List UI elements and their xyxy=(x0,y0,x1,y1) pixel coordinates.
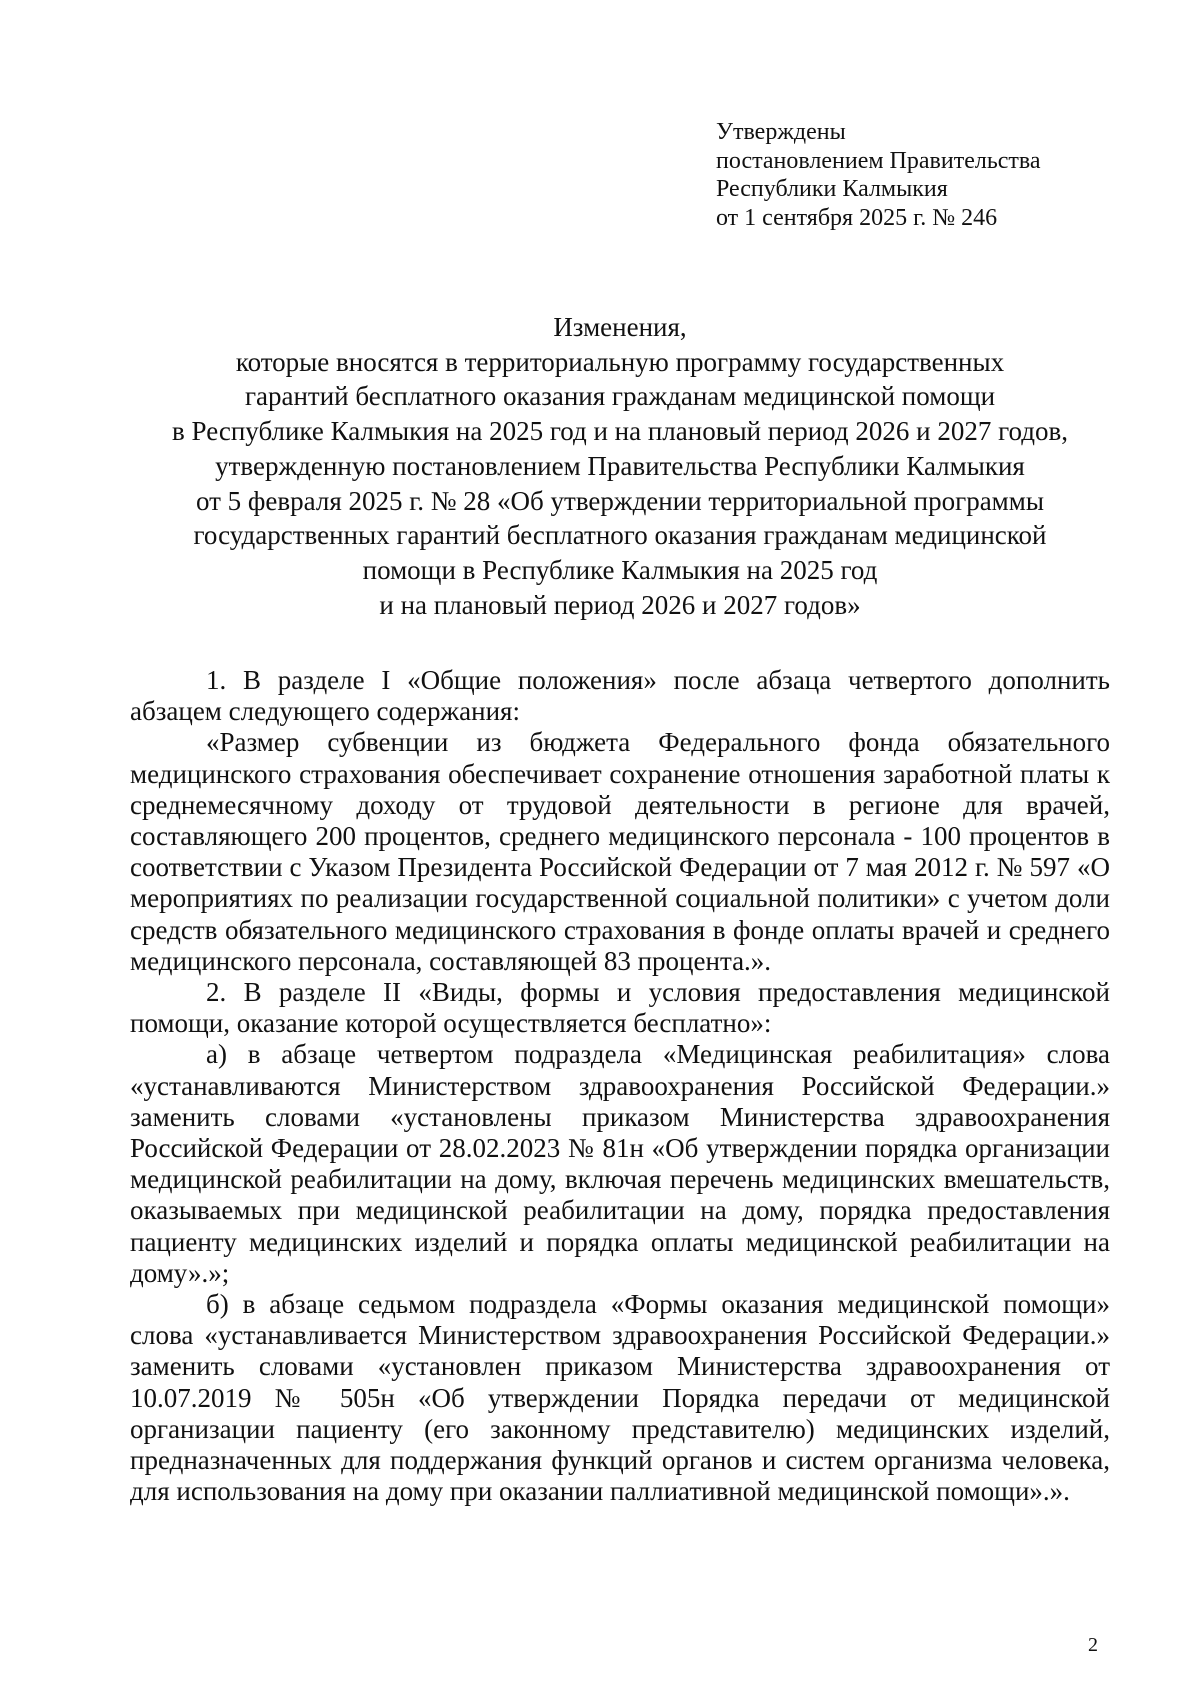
approval-line-3: Республики Калмыкия xyxy=(716,176,948,202)
document-body xyxy=(130,665,1110,1507)
title-line-2: которые вносятся в территориальную программу государственных xyxy=(235,346,1005,377)
title-line-6: от 5 февраля 2025 г. № 28 «Об утверждении территориальной программы xyxy=(195,485,1044,516)
approval-line-1: Утверждены xyxy=(716,119,846,145)
title-line-4: в Республике Калмыкия на 2025 год и на плановый период 2026 и 2027 годов, xyxy=(172,416,1068,447)
title-line-9: и на плановый период 2026 и 2027 годов» xyxy=(379,589,861,620)
title-line-8: помощи в Республике Калмыкия на 2025 год xyxy=(362,554,878,585)
document-title xyxy=(120,310,1120,622)
paragraph-item-1: 1. В разделе I «Общие положения» после абзаца четвертого дополнить абзацем следующего содержания: xyxy=(130,665,1110,727)
paragraph-item-2: 2. В разделе II «Виды, формы и условия предоставления медицинской помощи, оказание которой осуществляется бесплатно»: xyxy=(130,977,1110,1039)
paragraph-item-2b: б) в абзаце седьмом подраздела «Формы оказания медицинской помощи» слова «устанавливается Министерством здравоохранения Российской Федерации.» заменить словами «установлен приказом Министерства здравоохранения от 10.07.2019 № 505н «Об утверждении Порядка передачи от медицинской организации пациенту (его законному представителю) медицинских изделий, предназначенных для поддержания функций органов и систем организма человека, для использования на дому при оказании паллиативной медицинской помощи».». xyxy=(130,1289,1110,1507)
title-line-1: Изменения, xyxy=(553,312,687,342)
title-line-7: государственных гарантий бесплатного оказания гражданам медицинской xyxy=(193,520,1047,551)
approval-line-4: от 1 сентября 2025 г. № 246 xyxy=(716,204,998,231)
page-number: 2 xyxy=(1088,1634,1098,1656)
paragraph-item-2a: а) в абзаце четвертом подраздела «Медицинская реабилитация» слова «устанавливаются Министерством здравоохранения Российской Федерации.» заменить словами «установлены приказом Министерства здравоохранения Российской Федерации от 28.02.2023 № 81н «Об утверждении порядка организации медицинской реабилитации на дому, включая перечень медицинских вмешательств, оказываемых при медицинской реабилитации на дому, порядка предоставления пациенту медицинских изделий и порядка оплаты медицинской реабилитации на дому».»; xyxy=(130,1039,1110,1288)
title-line-3: гарантий бесплатного оказания гражданам медицинской помощи xyxy=(244,381,996,412)
approval-stamp xyxy=(716,118,1136,232)
approval-line-2: постановлением Правительства xyxy=(716,147,1041,174)
title-line-5: утвержденную постановлением Правительства Республики Калмыкия xyxy=(215,450,1025,481)
paragraph-subvention-text: «Размер субвенции из бюджета Федерального фонда обязательного медицинского страхования обеспечивает сохранение отношения заработной платы к среднемесячному доходу от трудовой деятельности в регионе для врачей, составляющего 200 процентов, среднего медицинского персонала - 100 процентов в соответствии с Указом Президента Российской Федерации от 7 мая 2012 г. № 597 «О мероприятиях по реализации государственной социальной политики» с учетом доли средств обязательного медицинского страхования в фонде оплаты врачей и среднего медицинского персонала, составляющей 83 процента.». xyxy=(130,727,1110,976)
